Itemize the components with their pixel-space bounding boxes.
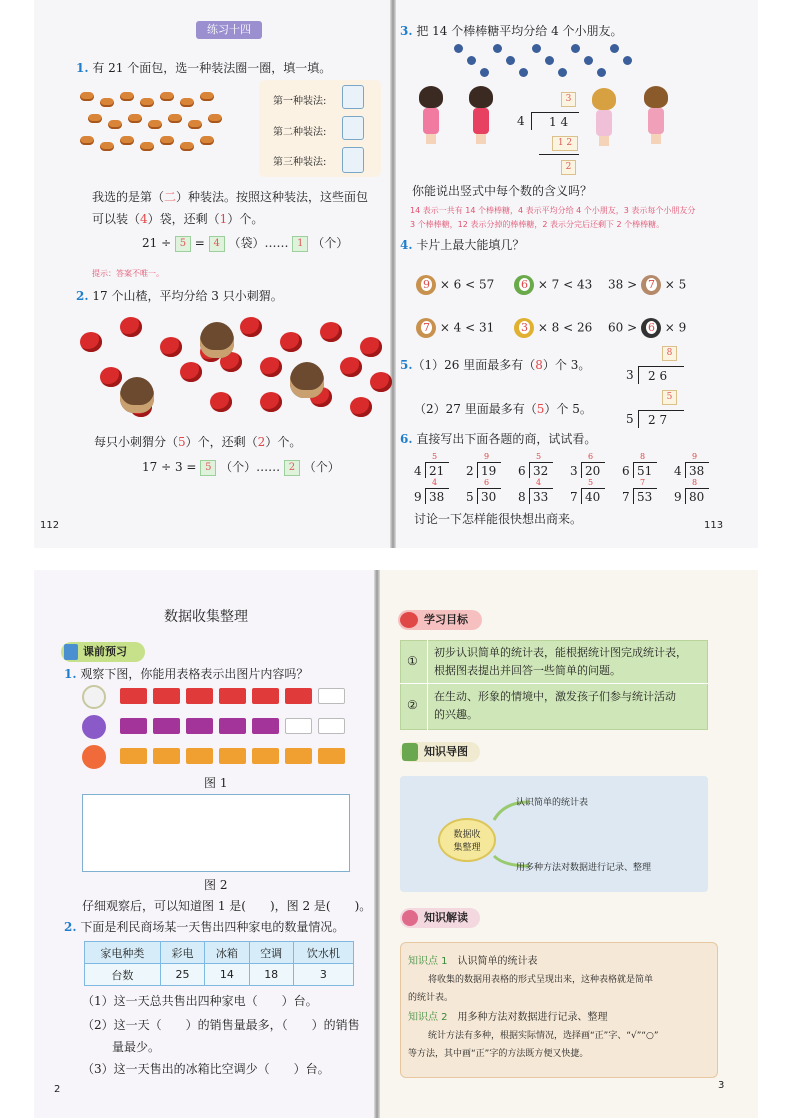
q1-equation: 21 ÷ 5 = 4 （袋）…… 1 （个） [142, 236, 349, 250]
q2-sub2b: 量最少。 [112, 1040, 161, 1054]
bread-roll [168, 114, 182, 123]
tally-square [186, 688, 213, 704]
bread-bag-icon [342, 85, 364, 109]
flower-icon [82, 685, 106, 709]
hedgehog-figure [200, 322, 234, 358]
lollipop-illustration [454, 40, 644, 85]
pack-label-1: 第一种装法: [273, 96, 327, 107]
bread-bag-icon [342, 116, 364, 140]
bread-roll [88, 114, 102, 123]
dividend: 33 [533, 490, 549, 504]
lollipop-icon [597, 68, 606, 77]
animal-card [416, 318, 436, 338]
bread-roll [80, 92, 94, 101]
animal-card [641, 275, 661, 295]
divisor: 9 [414, 490, 422, 504]
goal-number: ① [407, 654, 418, 668]
hedgehog-figure [290, 362, 324, 398]
q4-item: 3 × 8 < 26 [514, 318, 592, 338]
divisor: 5 [466, 490, 474, 504]
dividend: 30 [481, 490, 497, 504]
quotient-text: 5 [588, 478, 594, 487]
tally-square [252, 748, 279, 764]
lollipop-icon [454, 44, 463, 53]
bread-roll [128, 114, 142, 123]
q1-line2: 可以装（4）袋，还剩（1）个。 [92, 212, 264, 226]
divisor: 6 [622, 464, 630, 478]
tally-square [186, 718, 213, 734]
q4-heading: 4. 卡片上最大能填几？ [400, 238, 525, 252]
answer-text: 6 [647, 321, 655, 334]
girl-figure [419, 86, 443, 144]
tally-square [318, 748, 345, 764]
q1-text: 有 21 个面包，选一种装法圈一圈，填一填。 [92, 61, 332, 75]
quotient-text: 8 [640, 452, 646, 461]
figure-1-caption: 图 1 [204, 776, 228, 790]
dividend: 20 [585, 464, 601, 478]
hawthorn-fruit [340, 357, 362, 377]
tally-square [153, 718, 180, 734]
quotient-text: 9 [692, 452, 698, 461]
quotient-text: 4 [536, 478, 542, 487]
bread-roll [208, 114, 222, 123]
lollipop-icon [623, 56, 632, 65]
quotient-text: 7 [640, 478, 646, 487]
hedgehog-figure [120, 377, 154, 413]
point2-text: 等方法，其中画“正”字的方法既方便又快捷。 [408, 1049, 589, 1059]
map-icon [402, 743, 418, 761]
tally-square [285, 718, 312, 734]
dividend: 21 [429, 464, 445, 478]
q6-footer: 讨论一下怎样能很快想出商来。 [414, 512, 583, 526]
bread-roll [200, 136, 214, 145]
divisor: 2 [466, 464, 474, 478]
q3-answer-line2: 3 个棒棒糖，12 表示分掉的棒棒糖，2 表示分完后还剩下 2 个棒棒糖。 [410, 220, 665, 229]
q2-sub2a: （2）这一天（ ）的销售量最多，（ ）的销售 [82, 1018, 360, 1032]
bread-roll [180, 142, 194, 151]
bread-roll [80, 136, 94, 145]
hawthorn-fruit [350, 397, 372, 417]
goal-text: 根据图表提出并回答一些简单的问题。 [434, 664, 621, 677]
tally-square [285, 748, 312, 764]
answer-text: 二 [164, 190, 177, 204]
hawthorn-fruit [260, 392, 282, 412]
map-center-node: 数据收 集整理 [438, 818, 496, 862]
animal-card [416, 275, 436, 295]
girl-figure [469, 86, 493, 144]
hawthorn-fruit [120, 317, 142, 337]
divisor: 8 [518, 490, 526, 504]
section-label: 练习十四 [196, 21, 262, 39]
answer-text: 7 [647, 278, 655, 291]
product-box: 1 2 [552, 136, 578, 151]
lollipop-icon [519, 68, 528, 77]
dividend: 19 [481, 464, 497, 478]
point1-text: 的统计表。 [408, 993, 454, 1003]
table-header: 饮水机 [293, 942, 353, 964]
tally-square [285, 688, 312, 704]
dividend: 80 [689, 490, 705, 504]
hawthorn-fruit [320, 322, 342, 342]
table-header: 冰箱 [205, 942, 249, 964]
dividend: 40 [585, 490, 601, 504]
map-branch-2: 用多种方法对数据进行记录、整理 [516, 863, 652, 873]
point1-header: 知识点 1 认识简单的统计表 [408, 956, 538, 967]
remainder-box: 2 [561, 160, 576, 175]
goals-label: 学习目标 [398, 610, 482, 630]
bread-roll [120, 92, 134, 101]
tally-square [219, 688, 246, 704]
bread-roll [160, 92, 174, 101]
lollipop-icon [493, 44, 502, 53]
lollipop-icon [467, 56, 476, 65]
q1-number: 1. [76, 61, 89, 75]
table-header: 彩电 [160, 942, 204, 964]
hawthorn-fruit [260, 357, 282, 377]
tally-square [120, 748, 147, 764]
answer-text: 6 [521, 278, 528, 291]
quotient-box: 5 [662, 390, 677, 405]
quotient-text: 6 [588, 452, 594, 461]
hawthorn-fruit [240, 317, 262, 337]
quotient-text: 8 [692, 478, 698, 487]
goal-text: 在生动、形象的情境中，激发孩子们参与统计活动 [434, 690, 676, 703]
tally-square [153, 748, 180, 764]
bread-roll [200, 92, 214, 101]
q2-sub1: （1）这一天总共售出四种家电（ ）台。 [82, 994, 318, 1008]
dividend: 2 7 [648, 413, 668, 427]
point2-header: 知识点 2 用多种方法对数据进行记录、整理 [408, 1012, 608, 1023]
q1-heading: 1. 观察下图，你能用表格表示出图片内容吗？ [64, 667, 309, 681]
animal-card [514, 318, 534, 338]
q4-item: 6 × 7 < 43 [514, 275, 592, 295]
bread-roll [140, 142, 154, 151]
divisor: 5 [626, 412, 634, 426]
table-cell: 3 [293, 964, 353, 986]
answer-box: 4 [209, 236, 225, 252]
answer-box: 1 [292, 236, 308, 252]
answer-text: 9 [423, 278, 430, 291]
quotient-text: 5 [536, 452, 542, 461]
goal-text: 的兴趣。 [434, 708, 478, 721]
map-branch-1: 认识简单的统计表 [516, 798, 589, 808]
divisor: 4 [517, 114, 525, 128]
tally-square [252, 688, 279, 704]
q1-followup: 仔细观察后，可以知道图 1 是( )，图 2 是( )。 [82, 899, 372, 913]
divisor: 3 [626, 368, 634, 382]
quotient-text: 9 [484, 452, 490, 461]
animal-card [514, 275, 534, 295]
bread-roll [120, 136, 134, 145]
q2-heading: 2. 17 个山楂，平均分给 3 只小刺猬。 [76, 289, 283, 303]
bread-roll [188, 120, 202, 129]
dividend: 1 4 [549, 115, 569, 129]
figure-2-empty-box [82, 794, 350, 872]
girl-figure [592, 88, 616, 146]
lollipop-icon [506, 56, 515, 65]
divisor: 7 [622, 490, 630, 504]
preview-label: 课前预习 [61, 642, 145, 662]
tally-square [252, 718, 279, 734]
dividend: 38 [689, 464, 705, 478]
tally-square [153, 688, 180, 704]
goals-divider [400, 683, 708, 684]
q3-question: 你能说出竖式中每个数的含义吗？ [412, 184, 593, 198]
dividend: 53 [637, 490, 653, 504]
hawthorn-fruit [160, 337, 182, 357]
bread-illustration [80, 92, 230, 172]
hawthorn-illustration [70, 312, 390, 424]
dividend: 32 [533, 464, 549, 478]
point2-text: 统计方法有多种，根据实际情况，选择画“正”字、“√”“○” [428, 1031, 659, 1041]
q5-line1: 5.（1）26 里面最多有（8）个 3。 [400, 358, 591, 372]
lollipop-icon [584, 56, 593, 65]
table-cell: 25 [160, 964, 204, 986]
dividend: 38 [429, 490, 445, 504]
bread-roll [100, 142, 114, 151]
hawthorn-fruit [360, 337, 382, 357]
page-number: 3 [718, 1080, 725, 1091]
point1-text: 将收集的数据用表格的形式呈现出来，这种表格就是简单 [428, 975, 654, 985]
q1-hint: 提示：答案不唯一。 [92, 269, 164, 278]
bread-roll [160, 136, 174, 145]
table-cell: 14 [205, 964, 249, 986]
quotient-box: 8 [662, 346, 677, 361]
divisor: 7 [570, 490, 578, 504]
q5-line2: （2）27 里面最多有（5）个 5。 [414, 402, 592, 416]
lollipop-icon [571, 44, 580, 53]
answer-box: 5 [175, 236, 191, 252]
flower-icon [82, 745, 106, 769]
divisor: 9 [674, 490, 682, 504]
q4-item: 38 > 7 × 5 [608, 275, 686, 295]
hawthorn-fruit [280, 332, 302, 352]
list-icon [400, 612, 418, 628]
hawthorn-fruit [80, 332, 102, 352]
goals-col-divider [427, 640, 428, 730]
q4-item: 9 × 6 < 57 [416, 275, 494, 295]
appliance-table [84, 941, 354, 986]
q6-heading: 6. 直接写出下面各题的商，试试看。 [400, 432, 597, 446]
page-number: 112 [40, 520, 60, 531]
hawthorn-fruit [210, 392, 232, 412]
bread-bag-icon [342, 147, 364, 173]
page-title: 数据收集整理 [164, 609, 248, 625]
reading-label: 知识解读 [400, 908, 480, 928]
bottom-spread [34, 570, 758, 1118]
q1-line1: 我选的是第（二）种装法。按照这种装法，这些面包 [92, 190, 369, 204]
divisor: 4 [674, 464, 682, 478]
lollipop-icon [610, 44, 619, 53]
hawthorn-fruit [100, 367, 122, 387]
quotient-text: 5 [432, 452, 438, 461]
pencil-icon [402, 910, 418, 926]
pack-label-3: 第三种装法: [273, 157, 327, 168]
answer-text: 7 [423, 321, 430, 334]
lollipop-icon [545, 56, 554, 65]
tally-square [186, 748, 213, 764]
division-line [539, 154, 579, 155]
quotient-box: 3 [561, 92, 576, 107]
bread-roll [148, 120, 162, 129]
page-number: 2 [54, 1084, 61, 1095]
book-icon [64, 644, 78, 660]
figure-2-caption: 图 2 [204, 878, 228, 892]
pack-label-2: 第二种装法: [273, 127, 327, 138]
hawthorn-fruit [180, 362, 202, 382]
divisor: 6 [518, 464, 526, 478]
q4-item: 60 > 6 × 9 [608, 318, 686, 338]
lollipop-icon [532, 44, 541, 53]
table-cell: 18 [249, 964, 293, 986]
q3-answer-line1: 14 表示一共有 14 个棒棒糖，4 表示平均分给 4 个小朋友，3 表示每个小朋友分 [410, 206, 696, 215]
lollipop-icon [480, 68, 489, 77]
goal-number: ② [407, 698, 418, 712]
tally-square [318, 688, 345, 704]
bread-roll [140, 98, 154, 107]
q3-heading: 3. 把 14 个棒棒糖平均分给 4 个小朋友。 [400, 24, 623, 38]
q2-equation: 17 ÷ 3 = 5 （个）…… 2 （个） [142, 460, 340, 474]
animal-card [641, 318, 661, 338]
tally-square [219, 748, 246, 764]
dividend: 51 [637, 464, 653, 478]
flower-icon [82, 715, 106, 739]
tally-square [318, 718, 345, 734]
divisor: 4 [414, 464, 422, 478]
table-cell: 台数 [85, 964, 161, 986]
q2-answer-line: 每只小刺猬分（5）个，还剩（2）个。 [94, 435, 302, 449]
girl-figure [644, 86, 668, 144]
tally-square [219, 718, 246, 734]
quotient-text: 4 [432, 478, 438, 487]
q1-heading [76, 59, 331, 77]
bread-roll [100, 98, 114, 107]
hawthorn-fruit [370, 372, 392, 392]
tally-square [120, 718, 147, 734]
page-gutter [390, 0, 396, 548]
bread-roll [180, 98, 194, 107]
answer-text: 3 [521, 321, 528, 334]
quotient-text: 6 [484, 478, 490, 487]
bread-roll [108, 120, 122, 129]
lollipop-icon [558, 68, 567, 77]
map-label: 知识导图 [400, 742, 480, 762]
goal-text: 初步认识简单的统计表，能根据统计图完成统计表， [434, 646, 687, 659]
top-spread [34, 0, 758, 548]
q2-sub3: （3）这一天售出的冰箱比空调少（ ）台。 [82, 1062, 330, 1076]
divisor: 3 [570, 464, 578, 478]
tally-square [120, 688, 147, 704]
q4-item: 7 × 4 < 31 [416, 318, 494, 338]
page-number: 113 [704, 520, 724, 531]
table-header: 空调 [249, 942, 293, 964]
table-header: 家电种类 [85, 942, 161, 964]
q2-heading: 2. 下面是利民商场某一天售出四种家电的数量情况。 [64, 920, 345, 934]
dividend: 2 6 [648, 369, 668, 383]
